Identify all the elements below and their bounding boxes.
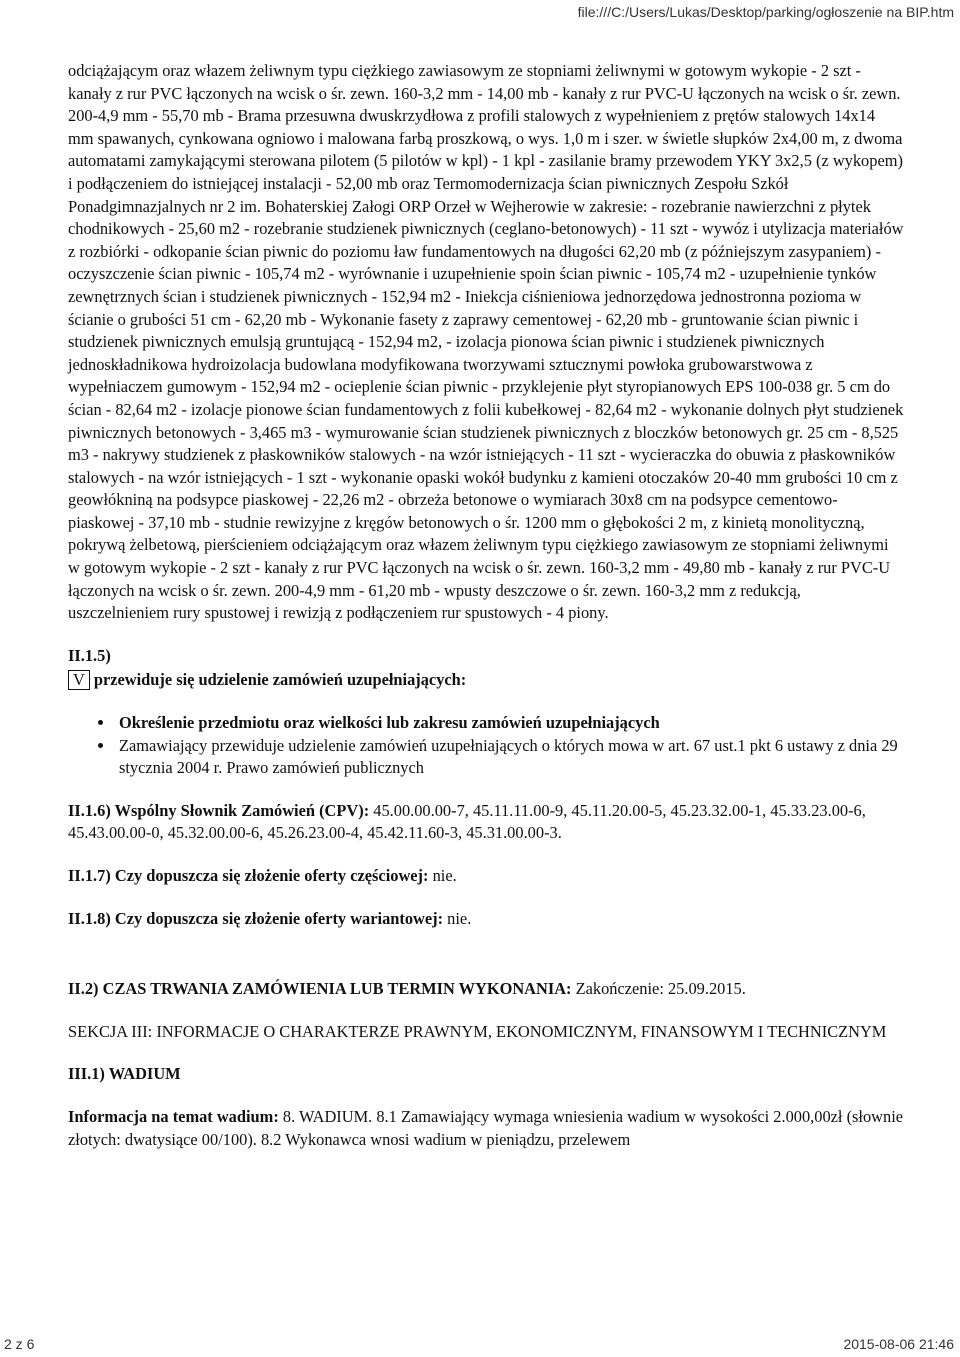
variant-offer-section: II.1.8) Czy dopuszcza się złożenie oferty wariantowej: nie. xyxy=(68,908,472,928)
page-number: 2 z 6 xyxy=(4,1336,35,1352)
section-heading-iii-1: III.1) WADIUM xyxy=(68,1064,181,1084)
section-heading-ii-1-5: II.1.5) xyxy=(68,645,111,665)
list-item: • Zamawiający przewiduje udzielenie zamówień uzupełniających o których mowa w art. 67 ust.1 pkt 6 ustawy z dnia 29 stycznia 2004 r. Prawo zamówień publicznych xyxy=(115,735,904,780)
supplementary-orders-label: przewiduje się udzielenie zamówień uzupełniających: xyxy=(93,670,467,690)
document-content xyxy=(68,60,904,1151)
wadium-info: Informacja na temat wadium: 8. WADIUM. 8.1 Zamawiający wymaga wniesienia wadium w wysokości 2.000,00zł (słownie złotych: dwatysiące 00/100). 8.2 Wykonawca wnosi wadium w pieniądzu, przelewem xyxy=(68,1106,904,1149)
cpv-label: II.1.6) Wspólny Słownik Zamówień (CPV): xyxy=(68,800,370,820)
section-iii-title: SEKCJA III: INFORMACJE O CHARAKTERZE PRAWNYM, EKONOMICZNYM, FINANSOWYM I TECHNICZNYM xyxy=(68,1021,887,1041)
flag-box: V xyxy=(68,670,90,690)
body-paragraph: odciążającym oraz włazem żeliwnym typu ciężkiego zawiasowym ze stopniami żeliwnymi w gotowym wykopie - 2 szt - kanały z rur PVC łączonych na wcisk o śr. zewn. 160-3,2 mm - 14,00 mb - kanały z rur PVC-U łączonych na wcisk o śr. zewn. 200-4,9 mm - 55,70 mb - Brama przesuwna dwuskrzydłowa z profili stalowych z wypełnieniem z prętów stalowych 14x14 mm spawanych, cynkowana ogniowo i malowana farbą proszkową, o wys. 1,0 m i szer. w świetle słupków 2x4,00 m, z dwoma automatami zamykającymi sterowana pilotem (5 pilotów w kpl) - 1 kpl - zasilanie bramy przewodem YKY 3x2,5 (z wykopem) i podłączeniem do istniejącej instalacji - 52,00 mb oraz Termomodernizacja ścian piwnicznych Zespołu Szkół Ponadgimnazjalnych nr 2 im. Bohaterskiej Załogi ORP Orzeł w Wejherowie w zakresie: - rozebranie nawierzchni z płytek chodnikowych - 25,60 m2 - rozebranie studzienek piwnicznych (ceglano-betonowych) - 11 szt - wywóz i utylizacja materiałów z rozbiórki - odkopanie ścian piwnic do poziomu ław fundamentowych na długości 62,20 mb (z późniejszym zasypaniem) - oczyszczenie ścian piwnic - 105,74 m2 - wyrównanie i uzupełnienie spoin ścian piwnic - 105,74 m2 - uzupełnienie tynków zewnętrznych ścian i studzienek piwnicznych - 152,94 m2 - Iniekcja ciśnieniowa jednorzędowa jednostronna pozioma w ścianie o grubości 51 cm - 62,20 mb - Wykonanie fasety z zaprawy cementowej - 62,20 mb - gruntowanie ścian piwnic i studzienek piwnicznych emulsją gruntującą - 152,94 m2, - izolacja pionowa ścian piwnic i studzienek piwnicznych jednoskładnikowa hydroizolacja budowlana modyfikowana tworzywami sztucznymi powłoka grubowarstwowa z wypełniaczem gumowym - 152,94 m2 - ocieplenie ścian piwnic - przyklejenie płyt styropianowych EPS 100-038 gr. 5 cm do ścian - 82,64 m2 - izolacje pionowe ścian fundamentowych z folii kubełkowej - 82,64 m2 - wykonanie dolnych płyt studzienek piwnicznych betonowych - 3,465 m3 - wymurowanie ścian studzienek piwnicznych z bloczków betonowych gr. 25 cm - 8,525 m3 - nakrywy studzienek z płaskowników stalowych - na wzór istniejących - 11 szt - wycieraczka do obuwia z płaskowników stalowych - na wzór istniejących - 1 szt - wykonanie opaski wokół budynku z kamieni otoczaków 20-40 mm grubości 10 cm z geowłókniną na podsypce piaskowej - 22,26 m2 - obrzeża betonowe o wymiarach 30x8 cm na podsypce cementowo-piaskowej - 37,10 mb - studnie rewizyjne z kręgów betonowych o śr. 1200 mm o głębokości 2 m, z kinietą monolityczną, pokrywą żelbetową, pierścieniem odciążającym oraz włazem żeliwnym typu ciężkiego zawiasowym ze stopniami żeliwnymi w gotowym wykopie - 2 szt - kanały z rur PVC łączonych na wcisk o śr. zewn. 160-3,2 mm - 49,80 mb - kanały z rur PVC-U łączonych na wcisk o śr. zewn. 200-4,9 mm - 61,20 mb - wpusty deszczowe o śr. zewn. 160-3,2 mm z redukcją, uszczelnieniem rury spustowej i rewizją z podłączeniem rur spustowych - 4 piony. xyxy=(68,61,904,623)
print-datetime: 2015-08-06 21:46 xyxy=(843,1336,954,1352)
supplementary-orders-line xyxy=(68,669,904,692)
partial-offer-section: II.1.7) Czy dopuszcza się złożenie oferty częściowej: nie. xyxy=(68,866,457,885)
supplementary-orders-list xyxy=(68,712,904,780)
cpv-section xyxy=(68,800,904,845)
duration-section: II.2) CZAS TRWANIA ZAMÓWIENIA LUB TERMIN WYKONANIA: Zakończenie: 25.09.2015. xyxy=(68,979,746,999)
list-item: • Określenie przedmiotu oraz wielkości lub zakresu zamówień uzupełniających xyxy=(115,712,904,735)
page-url: file:///C:/Users/Lukas/Desktop/parking/ogłoszenie na BIP.htm xyxy=(577,4,954,20)
cpv-codes: 45.00.00.00-7, 45.11.11.00-9, 45.11.20.00-5, 45.23.32.00-1, 45.33.23.00-6, 45.43.00.00-0, 45.32.00.00-6, 45.26.23.00-4, 45.42.11.60-3, 45.31.00.00-3. xyxy=(68,800,866,843)
